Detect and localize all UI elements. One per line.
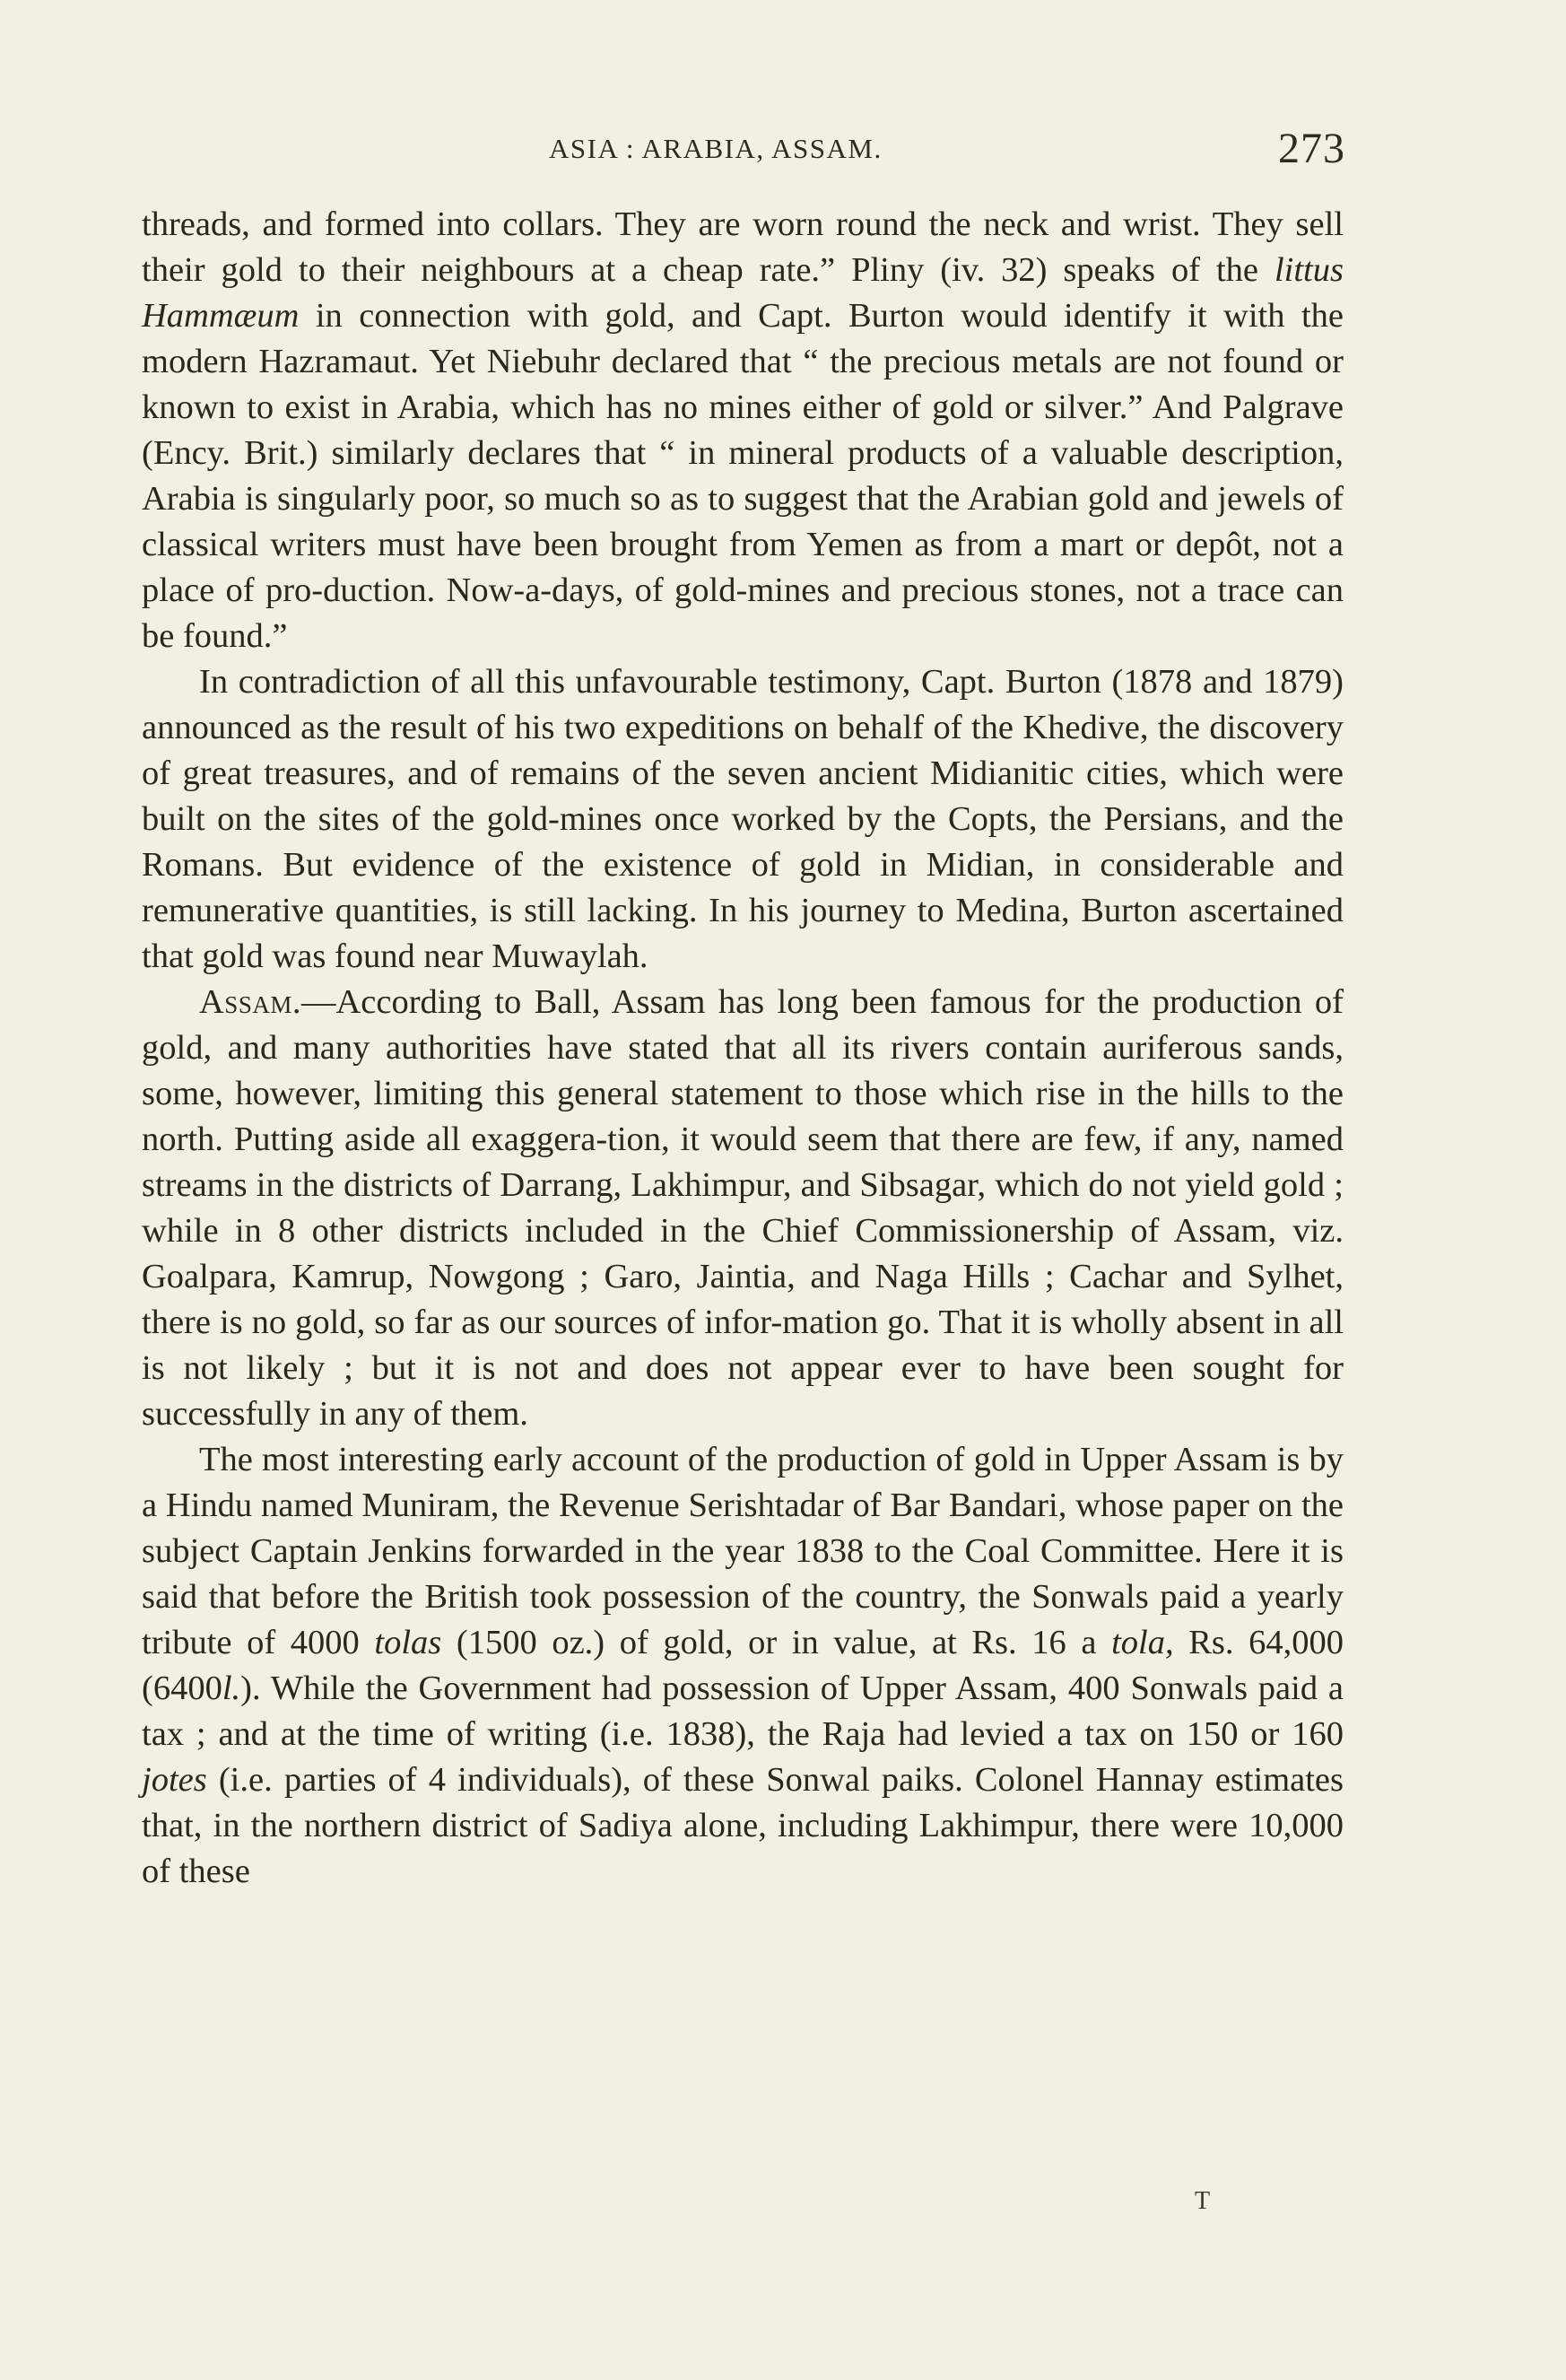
paragraph-2: In contradiction of all this unfavourable testimony, Capt. Burton (1878 and 1879) announced as the result of his two expeditions on behalf of the Khedive, the discovery of great treasures, and of remains of the seven ancient Midianitic cities, which were built on the sites of the gold-mines once worked by the Copts, the Persians, and the Romans. But evidence of the existence of gold in Midian, in considerable and remunerative quantities, is still lacking. In his journey to Medina, Burton ascertained that gold was found near Muwaylah. <box>142 663 1344 975</box>
paragraph-3 <box>142 980 1344 1437</box>
paragraph-4-text-e: Rs. 64,000 (6400 <box>142 1624 1344 1707</box>
body-text <box>142 202 1344 1895</box>
paragraph-1-italic-term: littus Hammæum <box>142 251 1344 335</box>
paragraph-1 <box>142 202 1344 659</box>
paragraph-4-text-g: ). While the Government had possession of Upper Assam, 400 Sonwals paid a tax ; and at the time of writing (i.e. 1838), the Raja had levied a tax on 150 or 160 <box>142 1669 1344 1753</box>
paragraph-4-italic-tola: tola, <box>1111 1624 1174 1661</box>
paragraph-4-italic-l: l. <box>222 1669 241 1707</box>
paragraph-4-italic-tolas: tolas <box>374 1624 442 1661</box>
signature-mark: T <box>1195 2187 1211 2215</box>
paragraph-4-text-a: The most interesting early account of the production of gold in Upper Assam is by a Hindu named Muniram, the Revenue Serishtadar of Bar Bandari, whose paper on the subject Captain Jenkins forwarded in the year 1838 to the Coal Committee. Here it is said that before the British took possession of the country, the Sonwals paid a yearly tribute of 4000 <box>142 1441 1344 1661</box>
paragraph-4-italic-jotes: jotes <box>142 1761 207 1799</box>
paragraph-1-text-a: threads, and formed into collars. They are worn round the neck and wrist. They sell their gold to their neighbours at a cheap rate.” Pliny (iv. 32) speaks of the <box>142 205 1344 289</box>
page-number: 273 <box>1278 125 1345 172</box>
paragraph-3-text: —According to Ball, Assam has long been famous for the production of gold, and many authorities have stated that all its rivers contain auriferous sands, some, however, limiting this general statement to those which rise in the hills to the north. Putting aside all exaggera-tion, it would seem that there are few, if any, named streams in the districts of Darrang, Lakhimpur, and Sibsagar, which do not yield gold ; while in 8 other districts included in the Chief Commissionership of Assam, viz. Goalpara, Kamrup, Nowgong ; Garo, Jaintia, and Naga Hills ; Cachar and Sylhet, there is no gold, so far as our sources of infor-mation go. That it is wholly absent in all is not likely ; but it is not and does not appear ever to have been sought for successfully in any of them. <box>142 983 1344 1433</box>
paragraph-4 <box>142 1437 1344 1895</box>
paragraph-4-text-c: (1500 oz.) of gold, or in value, at Rs. 16 a <box>441 1624 1112 1661</box>
running-head-title: ASIA : ARABIA, ASSAM. <box>549 133 883 164</box>
section-heading-assam: Assam. <box>199 983 301 1021</box>
paragraph-1-text-c: in connection with gold, and Capt. Burton would identify it with the modern Hazramaut. Yet Niebuhr declared that “ the precious metals are not found or known to exist in Arabia, which has no mines either of gold or silver.” And Palgrave (Ency. Brit.) similarly declares that “ in mineral products of a valuable description, Arabia is singularly poor, so much so as to suggest that the Arabian gold and jewels of classical writers must have been brought from Yemen as from a mart or depôt, not a place of pro-duction. Now-a-days, of gold-mines and precious stones, not a trace can be found.” <box>142 297 1344 655</box>
running-head <box>0 124 1566 178</box>
paragraph-4-text-i: (i.e. parties of 4 individuals), of these Sonwal paiks. Colonel Hannay estimates that, in the northern district of Sadiya alone, including Lakhimpur, there were 10,000 of these <box>142 1761 1344 1890</box>
